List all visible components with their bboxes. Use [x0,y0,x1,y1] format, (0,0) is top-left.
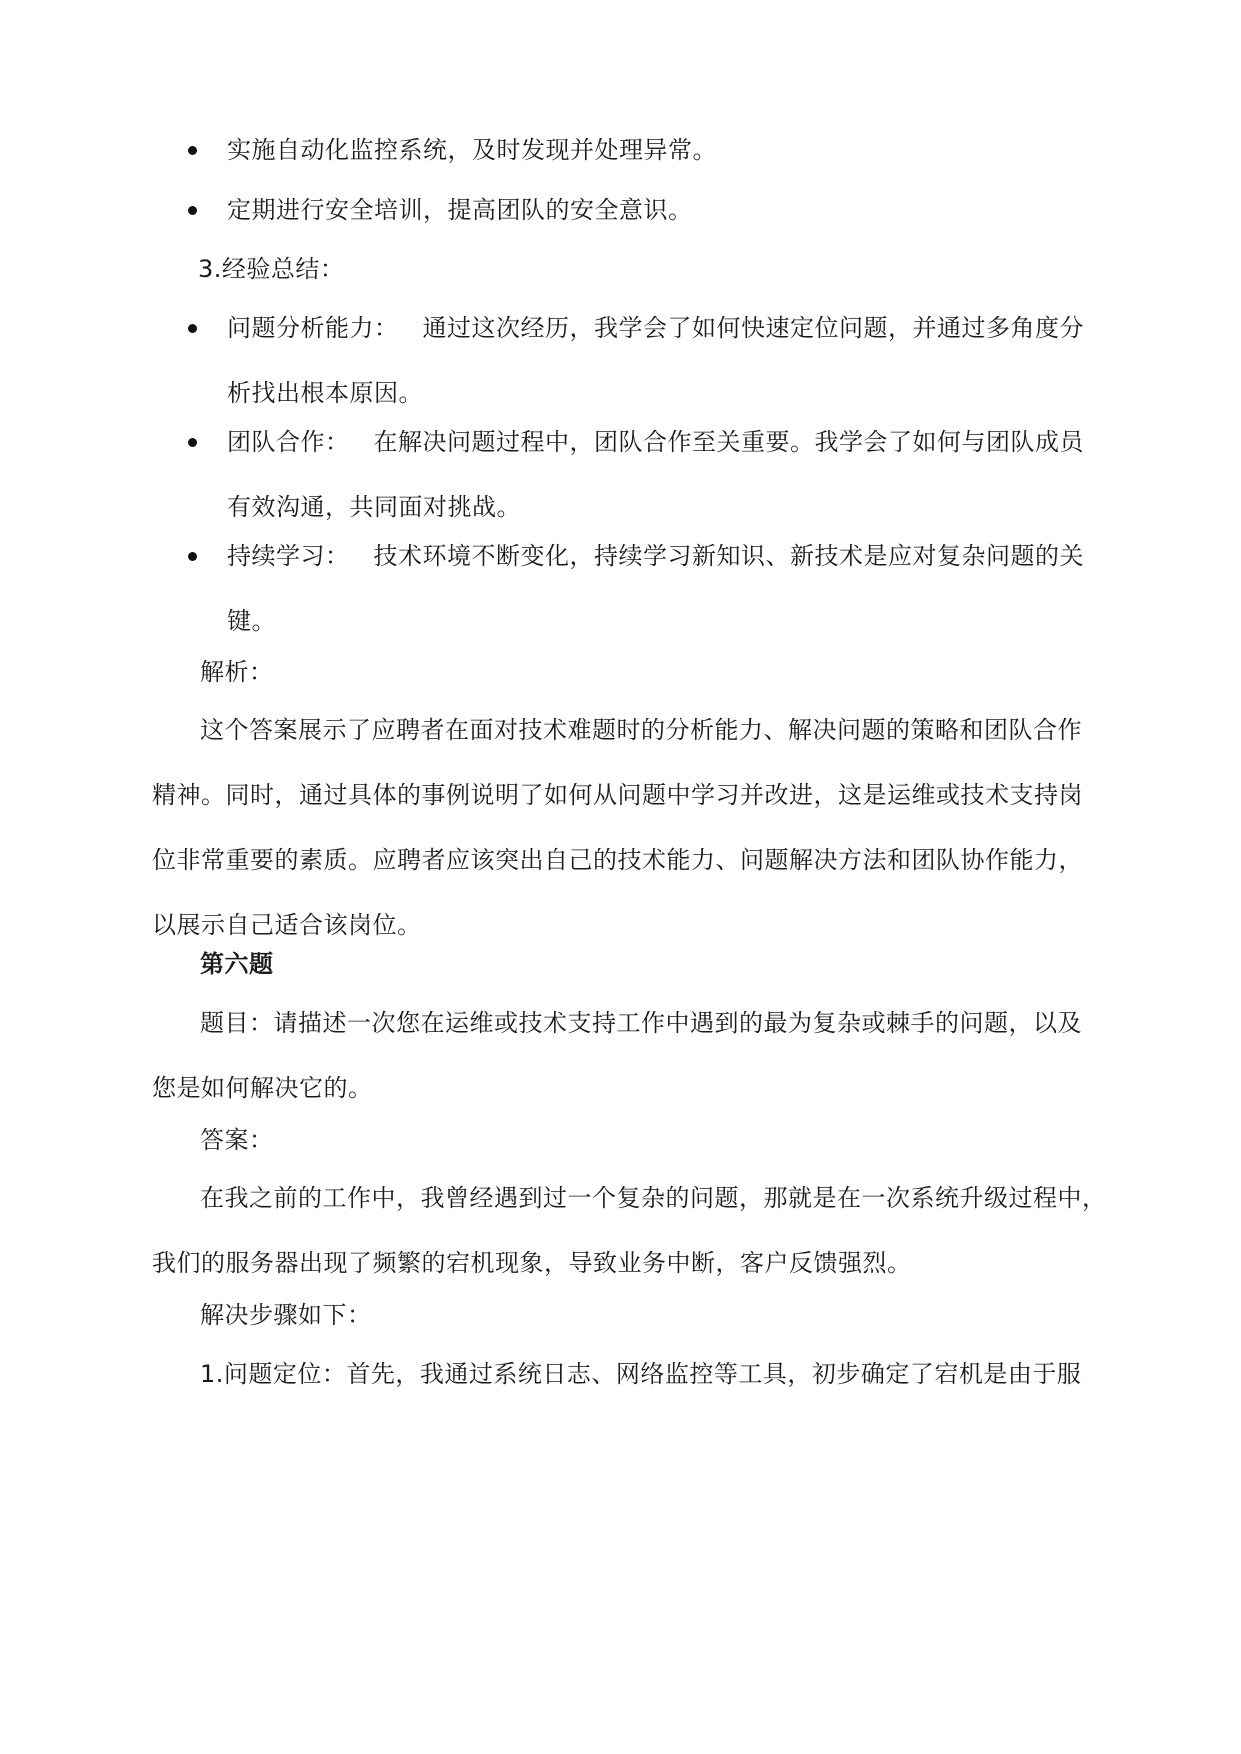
item-text-continued: 键。 [227,607,276,635]
question-heading-text: 第六题 [200,950,274,978]
item-label: 团队合作： [227,428,350,456]
list-item [188,118,1108,183]
item-label: 问题分析能力： [227,314,399,342]
answer-paragraph [152,1166,1107,1296]
item-text: 技术环境不断变化，持续学习新知识、新技术是应对复杂问题的关 [373,542,1084,570]
paragraph-line: 题目：请描述一次您在运维或技术支持工作中遇到的最为复杂或棘手的问题，以及 [200,1009,1082,1037]
bullet-dot-icon [188,324,197,333]
paragraph-line: 以展示自己适合该岗位。 [152,911,422,939]
steps-label-text: 解决步骤如下： [200,1301,372,1329]
step-paragraph [152,1342,1102,1407]
analysis-label [152,640,1102,705]
item-label: 持续学习： [227,542,350,570]
paragraph-line: 位非常重要的素质。应聘者应该突出自己的技术能力、问题解决方法和团队协作能力， [152,846,1083,874]
analysis-label-text: 解析： [200,658,274,686]
question-paragraph [152,991,1102,1121]
bullet-text: 定期进行安全培训，提高团队的安全意识。 [227,196,693,224]
bullet-text: 实施自动化监控系统，及时发现并处理异常。 [227,136,717,164]
paragraph-line: 在我之前的工作中，我曾经遇到过一个复杂的问题，那就是在一次系统升级过程中， [200,1184,1107,1212]
section-title [198,237,1148,302]
question-heading [152,932,1102,997]
list-item [188,524,1108,654]
item-text-continued: 析找出根本原因。 [227,379,423,407]
bullet-dot-icon [188,146,197,155]
list-item [188,296,1108,426]
analysis-paragraph [152,698,1102,958]
section-title-text: 3.经验总结： [198,255,345,283]
paragraph-line: 我们的服务器出现了频繁的宕机现象，导致业务中断，客户反馈强烈。 [152,1249,912,1277]
list-item [188,178,1108,243]
list-item [188,410,1108,540]
item-text: 在解决问题过程中，团队合作至关重要。我学会了如何与团队成员 [373,428,1084,456]
steps-label [152,1283,1102,1348]
answer-label-text: 答案： [200,1126,274,1154]
bullet-dot-icon [188,552,197,561]
paragraph-line: 精神。同时，通过具体的事例说明了如何从问题中学习并改进，这是运维或技术支持岗 [152,781,1083,809]
bullet-dot-icon [188,438,197,447]
paragraph-line: 您是如何解决它的。 [152,1074,373,1102]
item-text-continued: 有效沟通，共同面对挑战。 [227,493,521,521]
bullet-dot-icon [188,206,197,215]
paragraph-line: 这个答案展示了应聘者在面对技术难题时的分析能力、解决问题的策略和团队合作 [200,716,1082,744]
answer-label [152,1108,1102,1173]
item-text: 通过这次经历，我学会了如何快速定位问题，并通过多角度分 [422,314,1084,342]
paragraph-line: 1.问题定位：首先，我通过系统日志、网络监控等工具，初步确定了宕机是由于服 [200,1360,1082,1388]
